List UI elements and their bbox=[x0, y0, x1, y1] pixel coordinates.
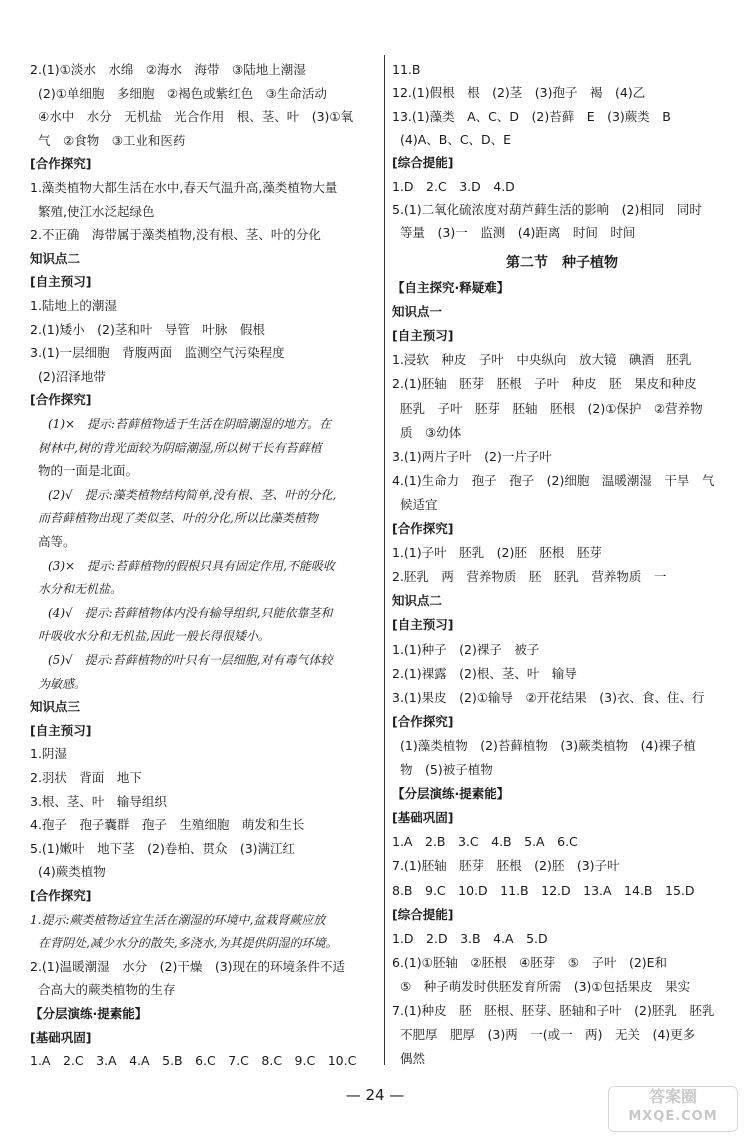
text-line: 2.(1)裸露 (2)根、茎、叶 输导 bbox=[392, 665, 577, 681]
text-line: [合作探究] bbox=[392, 713, 454, 729]
text-line: 质 ③幼体 bbox=[400, 424, 462, 440]
text-line: 物的一面是北面。 bbox=[38, 463, 139, 479]
watermark-url: MXQE.COM bbox=[628, 1109, 718, 1124]
text-line: ④水中 水分 无机盐 光合作用 根、茎、叶 (3)①氧 bbox=[38, 109, 354, 125]
text-line: ⑤ 种子萌发时供胚发育所需 (3)①包括果皮 果实 bbox=[400, 978, 691, 994]
text-line: 合高大的蕨类植物的生存 bbox=[38, 982, 176, 998]
text-line: 等量 (3)一 监测 (4)距离 时间 时间 bbox=[400, 225, 636, 241]
section-title: 第二节 种子植物 bbox=[506, 255, 618, 271]
text-line: 高等。 bbox=[38, 534, 76, 549]
column-divider bbox=[384, 55, 385, 1065]
text-line: 知识点二 bbox=[30, 250, 81, 266]
text-line: 气 ②食物 ③工业和医药 bbox=[38, 132, 186, 148]
text-line: 1.(1)种子 (2)裸子 被子 bbox=[392, 641, 540, 657]
text-line: 1.陆地上的潮湿 bbox=[30, 298, 117, 313]
text-line: 2.羽状 背面 地下 bbox=[30, 770, 142, 785]
text-line: 知识点二 bbox=[392, 593, 443, 609]
text-line: 2.不正确 海带属于藻类植物,没有根、茎、叶的分化 bbox=[30, 227, 321, 243]
text-line: 1.D 2.D 3.B 4.A 5.D bbox=[392, 930, 548, 946]
text-line: (3)× 提示:苔藓植物的假根只具有固定作用,不能吸收 bbox=[48, 558, 335, 573]
text-line: 知识点三 bbox=[30, 699, 81, 715]
text-line: 2.(1)温暖潮湿 水分 (2)干燥 (3)现在的环境条件不适 bbox=[30, 958, 346, 974]
text-line: 11.B bbox=[392, 62, 421, 77]
text-line: [合作探究] bbox=[392, 521, 454, 536]
text-line: 1.藻类植物大都生活在水中,春天气温升高,藻类植物大量 bbox=[30, 180, 338, 195]
text-line: [基础巩固] bbox=[30, 1029, 92, 1045]
text-line: 水分和无机盐。 bbox=[38, 582, 123, 597]
text-line: (4)蕨类植物 bbox=[38, 864, 106, 880]
text-line: [自主预习] bbox=[30, 274, 92, 290]
text-line: 3.(1)两片子叶 (2)一片子叶 bbox=[392, 448, 552, 464]
text-line: 6.(1)①胚轴 ②胚根 ④胚芽 ⑤ 子叶 (2)E和 bbox=[392, 954, 668, 970]
text-line: 3.(1)果皮 (2)①输导 ②开花结果 (3)衣、食、住、行 bbox=[392, 689, 705, 705]
text-line: 2.(1)矮小 (2)茎和叶 导管 叶脉 假根 bbox=[30, 321, 265, 337]
text-line: 5.(1)嫩叶 地下茎 (2)卷柏、贯众 (3)满江红 bbox=[30, 840, 296, 856]
text-line: 3.根、茎、叶 输导组织 bbox=[30, 793, 167, 809]
text-line: 树林中,树的背光面较为阴暗潮湿,所以树干长有苔藓植 bbox=[38, 440, 322, 455]
text-line: 偶然 bbox=[400, 1051, 426, 1067]
text-line: (2)①单细胞 多细胞 ②褐色或紫红色 ③生命活动 bbox=[38, 85, 327, 101]
text-line: 4.(1)生命力 孢子 孢子 (2)细胞 温暖潮湿 干旱 气 bbox=[392, 472, 715, 488]
text-line: (5)√ 提示:苔藓植物的叶只有一层细胞,对有毒气体较 bbox=[48, 653, 333, 667]
text-line: 在背阴处,减少水分的散失,多浇水,为其提供阴湿的环境。 bbox=[38, 936, 338, 951]
text-line: 知识点一 bbox=[392, 304, 443, 320]
text-line: 1.提示:蕨类植物适宜生活在潮湿的环境中,盆栽肾蕨应放 bbox=[30, 912, 326, 927]
text-line: 【自主探究·释疑难】 bbox=[392, 280, 510, 295]
text-line: (1)× 提示:苔藓植物适于生活在阴暗潮湿的地方。在 bbox=[48, 417, 332, 431]
text-line: 13.(1)藻类 A、C、D (2)苔藓 E (3)蕨类 B bbox=[392, 108, 671, 124]
text-line: 1.A 2.B 3.C 4.B 5.A 6.C bbox=[392, 834, 578, 850]
text-line: [基础巩固] bbox=[392, 810, 454, 826]
text-line: 1.A 2.C 3.A 4.A 5.B 6.C 7.C 8.C 9.C 10.C bbox=[30, 1053, 357, 1069]
text-line: 7.(1)胚轴 胚芽 胚根 (2)胚 (3)子叶 bbox=[392, 858, 620, 874]
text-line: [合作探究] bbox=[30, 392, 92, 408]
text-line: 【分层演练·提素能】 bbox=[30, 1006, 148, 1021]
text-line: 【分层演练·提素能】 bbox=[392, 786, 510, 802]
text-line: [综合提能] bbox=[392, 906, 454, 922]
watermark-logo bbox=[608, 1086, 738, 1132]
text-line: 12.(1)假根 根 (2)茎 (3)孢子 褐 (4)乙 bbox=[392, 85, 646, 101]
text-line: 而苔藓植物出现了类似茎、叶的分化,所以比藻类植物 bbox=[38, 511, 318, 526]
text-line: 1.D 2.C 3.D 4.D bbox=[392, 178, 515, 194]
text-line: 7.(1)种皮 胚 胚根、胚芽、胚轴和子叶 (2)胚乳 胚乳 bbox=[392, 1003, 715, 1018]
page-number: — 24 — bbox=[345, 1086, 405, 1104]
text-line: 3.(1)一层细胞 背腹两面 监测空气污染程度 bbox=[30, 345, 285, 361]
text-line: [自主预习] bbox=[30, 722, 92, 738]
text-line: [自主预习] bbox=[392, 617, 454, 633]
text-line: 物 (5)被子植物 bbox=[400, 762, 493, 777]
text-line: (1)藻类植物 (2)苔藓植物 (3)蕨类植物 (4)裸子植 bbox=[400, 737, 696, 753]
text-line: [合作探究] bbox=[30, 156, 92, 172]
text-line: 2.(1)胚轴 胚芽 胚根 子叶 种皮 胚 果皮和种皮 bbox=[392, 376, 697, 392]
text-line: (2)沼泽地带 bbox=[38, 368, 106, 384]
text-line: (2)√ 提示:藻类植物结构简单,没有根、茎、叶的分化, bbox=[48, 487, 337, 502]
text-line: 候适宜 bbox=[400, 496, 438, 512]
text-line: [自主预习] bbox=[392, 328, 454, 344]
text-line: 为敏感。 bbox=[38, 676, 87, 691]
text-line: (4)A、B、C、D、E bbox=[400, 131, 512, 147]
text-line: 5.(1)二氧化硫浓度对葫芦藓生活的影响 (2)相同 同时 bbox=[392, 201, 702, 217]
text-line: 叶吸收水分和无机盐,因此一般长得很矮小。 bbox=[38, 629, 270, 644]
text-line: 1.浸软 种皮 子叶 中央纵向 放大镜 碘酒 胚乳 bbox=[392, 352, 692, 368]
text-line: (4)√ 提示:苔藓植物体内没有输导组织,只能依靠茎和 bbox=[48, 605, 333, 620]
text-line: 8.B 9.C 10.D 11.B 12.D 13.A 14.B 15.D bbox=[392, 882, 695, 898]
text-line: 1.(1)子叶 胚乳 (2)胚 胚根 胚芽 bbox=[392, 545, 602, 561]
text-line: 2.(1)①淡水 水绵 ②海水 海带 ③陆地上潮湿 bbox=[30, 62, 306, 77]
watermark-text: 答案圈 bbox=[648, 1087, 697, 1106]
text-line: [合作探究] bbox=[30, 888, 92, 903]
text-line: 不肥厚 肥厚 (3)两 一(或一 两) 无关 (4)更多 bbox=[400, 1027, 696, 1043]
text-line: 2.胚乳 两 营养物质 胚 胚乳 营养物质 一 bbox=[392, 569, 667, 585]
text-line: 胚乳 子叶 胚芽 胚轴 胚根 (2)①保护 ②营养物 bbox=[400, 400, 703, 416]
text-line: 4.孢子 孢子囊群 孢子 生殖细胞 萌发和生长 bbox=[30, 817, 305, 833]
text-line: 繁殖,使江水泛起绿色 bbox=[38, 203, 155, 219]
text-line: 1.阴湿 bbox=[30, 746, 67, 762]
text-line: [综合提能] bbox=[392, 155, 454, 171]
